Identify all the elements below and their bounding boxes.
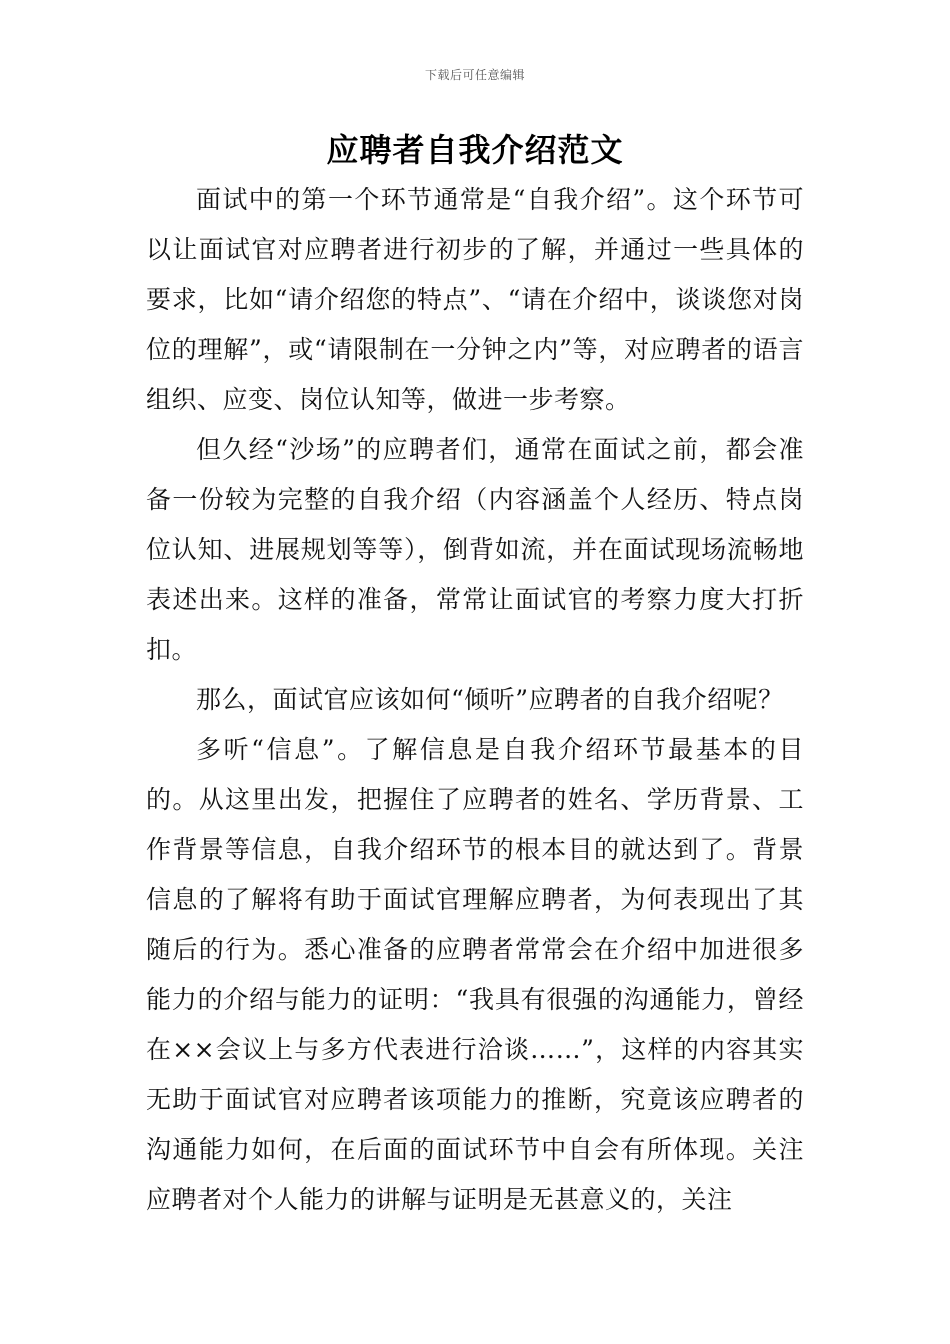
header-note: 下载后可任意编辑: [424, 68, 525, 82]
paragraph-listen-info: 多听“信息”。了解信息是自我介绍环节最基本的目的。从这里出发，把握住了应聘者的姓名、学历背景、工作背景等信息，自我介绍环节的根本目的就达到了。背景信息的了解将有助于面试官理解应聘者，为何表现出了其随后的行为。悉心准备的应聘者常常会在介绍中加进很多能力的介绍与能力的证明：“我具有很强的沟通能力，曾经在××会议上与多方代表进行洽谈……”，这样的内容其实无助于面试官对应聘者该项能力的推断，究竟该应聘者的沟通能力如何，在后面的面试环节中自会有所体现。关注应聘者对个人能力的讲解与证明是无甚意义的，关注: [146, 735, 804, 1214]
paragraph-question: 那么，面试官应该如何“倾听”应聘者的自我介绍呢？: [196, 685, 784, 714]
document-title: 应聘者自我介绍范文: [326, 131, 624, 169]
document-body: [146, 175, 804, 1225]
paragraph-intro: 面试中的第一个环节通常是“自我介绍”。这个环节可以让面试官对应聘者进行初步的了解，并通过一些具体的要求，比如“请介绍您的特点”、“请在介绍中，谈谈您对岗位的理解”，或“请限制在一分钟之内”等，对应聘者的语言组织、应变、岗位认知等，做进一步考察。: [146, 185, 804, 414]
paragraph-preparation: 但久经“沙场”的应聘者们，通常在面试之前，都会准备一份较为完整的自我介绍（内容涵盖个人经历、特点岗位认知、进展规划等等），倒背如流，并在面试现场流畅地表述出来。这样的准备，常常让面试官的考察力度大打折扣。: [146, 435, 804, 664]
